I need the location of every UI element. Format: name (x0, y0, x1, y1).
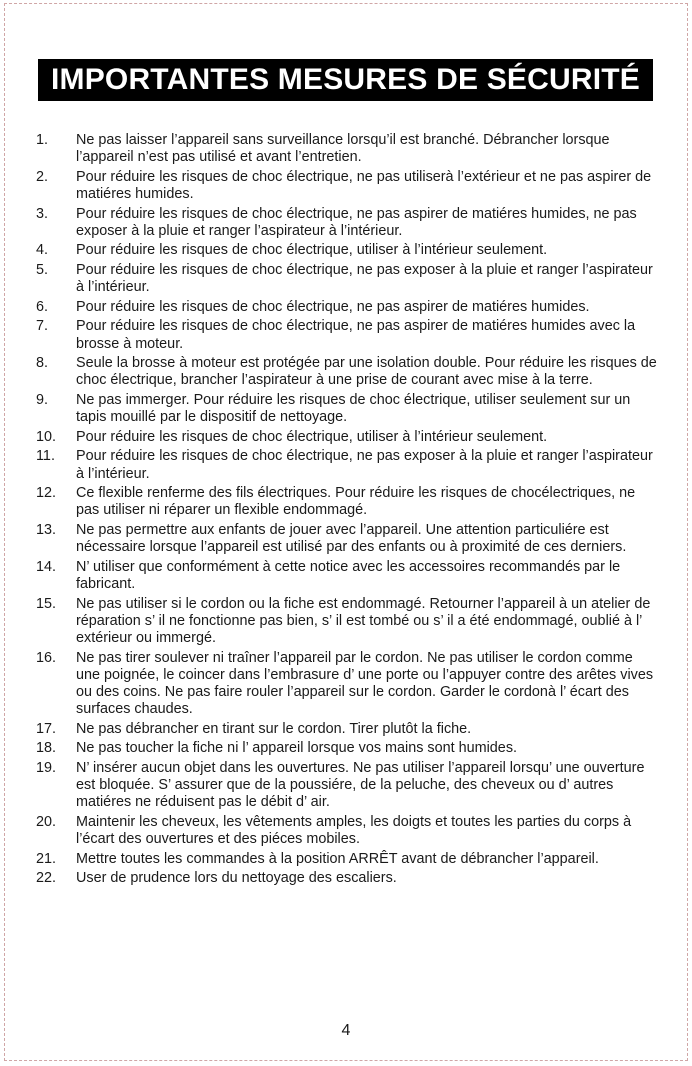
rule-text: Pour réduire les risques de choc électrique, utiliser à l’intérieur seulement. (76, 428, 548, 445)
rule-item (36, 760, 660, 812)
rule-text: Mettre toutes les commandes à la position ARRÊT avant de débrancher l’appareil. (76, 850, 599, 867)
rule-item (36, 169, 660, 203)
rule-item (36, 721, 660, 738)
rule-text: N’ insérer aucun objet dans les ouvertures. Ne pas utiliser l’appareil lorsqu’ une ouverture est bloquée. S’ assurer que de la poussiére, de la peluche, des cheveux ou d’ autres matiéres ne réduisent pas le débit d’ air. (76, 759, 645, 811)
rule-text: Pour réduire les risques de choc électrique, ne pas exposer à la pluie et ranger l’aspirateur à l’intérieur. (76, 448, 653, 482)
rule-text: Ne pas toucher la fiche ni l’ appareil lorsque vos mains sont humides. (76, 740, 518, 757)
rule-text: Ne pas utiliser si le cordon ou la fiche est endommagé. Retourner l’appareil à un atelier de réparation s’ il ne fonctionne pas bien, s’ il est tombé ou s’ il a été endommagé, oublié à l’ extérieur ou immergé. (76, 595, 651, 646)
rule-number: 6. (36, 298, 49, 315)
rule-number: 1. (36, 132, 49, 148)
rule-item (36, 206, 660, 240)
rule-item (36, 522, 660, 556)
rule-number: 14. (36, 558, 57, 575)
rule-number: 15. (36, 595, 57, 612)
rule-item (36, 650, 660, 719)
rule-text: Ne pas débrancher en tirant sur le cordon. Tirer plutôt la fiche. (76, 720, 472, 737)
rule-text: Ne pas laisser l’appareil sans surveillance lorsqu’il est branché. Débrancher lorsque l’appareil n’est pas utilisé et avant l’entretien. (76, 132, 610, 166)
rule-text: Seule la brosse à moteur est protégée par une isolation double. Pour réduire les risques de choc électrique, brancher l’aspirateur à une prise de courant avec mise à la terre. (76, 355, 657, 389)
rule-number: 11. (36, 448, 55, 465)
rule-text: Pour réduire les risques de choc électrique, utiliser à l’intérieur seulement. (76, 242, 548, 259)
rule-number: 12. (36, 485, 57, 502)
rule-number: 2. (36, 168, 49, 185)
rule-number: 22. (36, 870, 57, 887)
rule-number: 9. (36, 391, 49, 408)
rule-item (36, 392, 660, 426)
rule-text: Pour réduire les risques de choc électrique, ne pas utiliserà l’extérieur et ne pas aspirer de matiéres humides. (76, 168, 652, 202)
rule-number: 3. (36, 205, 49, 222)
rule-item (36, 485, 660, 519)
page-title: IMPORTANTES MESURES DE SÉCURITÉ (50, 63, 641, 96)
rule-item (36, 740, 660, 757)
rule-number: 8. (36, 355, 49, 372)
rule-text: Pour réduire les risques de choc électrique, ne pas aspirer de matiéres humides avec la brosse à moteur. (76, 318, 636, 352)
rule-item (36, 355, 660, 389)
rule-number: 19. (36, 759, 57, 776)
rule-number: 7. (36, 318, 49, 335)
rule-number: 13. (36, 521, 57, 538)
rule-number: 10. (36, 428, 57, 445)
rule-item (36, 559, 660, 593)
rule-text: Pour réduire les risques de choc électrique, ne pas exposer à la pluie et ranger l’aspirateur à l’intérieur. (76, 261, 653, 296)
rule-item (36, 429, 660, 446)
rule-number: 21. (36, 850, 57, 867)
rule-item (36, 851, 660, 868)
rule-item (36, 596, 660, 648)
rule-number: 18. (36, 740, 57, 757)
rule-text: User de prudence lors du nettoyage des escaliers. (76, 870, 397, 887)
rule-number: 16. (36, 649, 57, 666)
rule-number: 20. (36, 813, 57, 830)
rule-text: Ce flexible renferme des fils électriques. Pour réduire les risques de chocélectriques, ne pas utiliser ni réparer un flexible endommagé. (76, 485, 636, 519)
rule-number: 17. (36, 720, 57, 737)
rule-text: Pour réduire les risques de choc électrique, ne pas aspirer de matiéres humides, ne pas exposer à la pluie et ranger l’aspirateur à l’intérieur. (76, 205, 637, 239)
rule-text: N’ utiliser que conformément à cette notice avec les accessoires recommandés par le fabricant. (76, 558, 621, 592)
rule-text: Maintenir les cheveux, les vêtements amples, les doigts et toutes les parties du corps à l’écart des ouvertures et des piéces mobiles. (76, 813, 632, 848)
rule-item (36, 814, 660, 848)
rule-item (36, 299, 660, 316)
rule-item (36, 448, 660, 482)
rule-item (36, 318, 660, 352)
title-banner (38, 59, 653, 101)
rule-item (36, 262, 660, 296)
safety-rules-list (36, 132, 660, 890)
rule-number: 5. (36, 261, 49, 278)
rule-item (36, 132, 660, 166)
rule-text: Pour réduire les risques de choc électrique, ne pas aspirer de matiéres humides. (76, 298, 590, 315)
rule-number: 4. (36, 242, 49, 259)
rule-text: Ne pas permettre aux enfants de jouer avec l’appareil. Une attention particuliére est nécessaire lorsque l’appareil est utilisé par des enfants ou à proximité de ces derniers. (76, 521, 627, 556)
rule-text: Ne pas tirer soulever ni traîner l’appareil par le cordon. Ne pas utiliser le cordon comme une poignée, le coincer dans l’embrasure d’ une porte ou l’appuyer contre des arêtes vives ou des coins. Ne pas faire rouler l’appareil sur le cordon. Garder le cordonà l’ écart des surfaces chaudes. (76, 649, 654, 718)
rule-item (36, 870, 660, 887)
rule-item (36, 242, 660, 259)
rule-text: Ne pas immerger. Pour réduire les risques de choc électrique, utiliser seulement sur un tapis mouillé par le dispositif de nettoyage. (76, 391, 631, 426)
page-number: 4 (341, 1022, 351, 1039)
